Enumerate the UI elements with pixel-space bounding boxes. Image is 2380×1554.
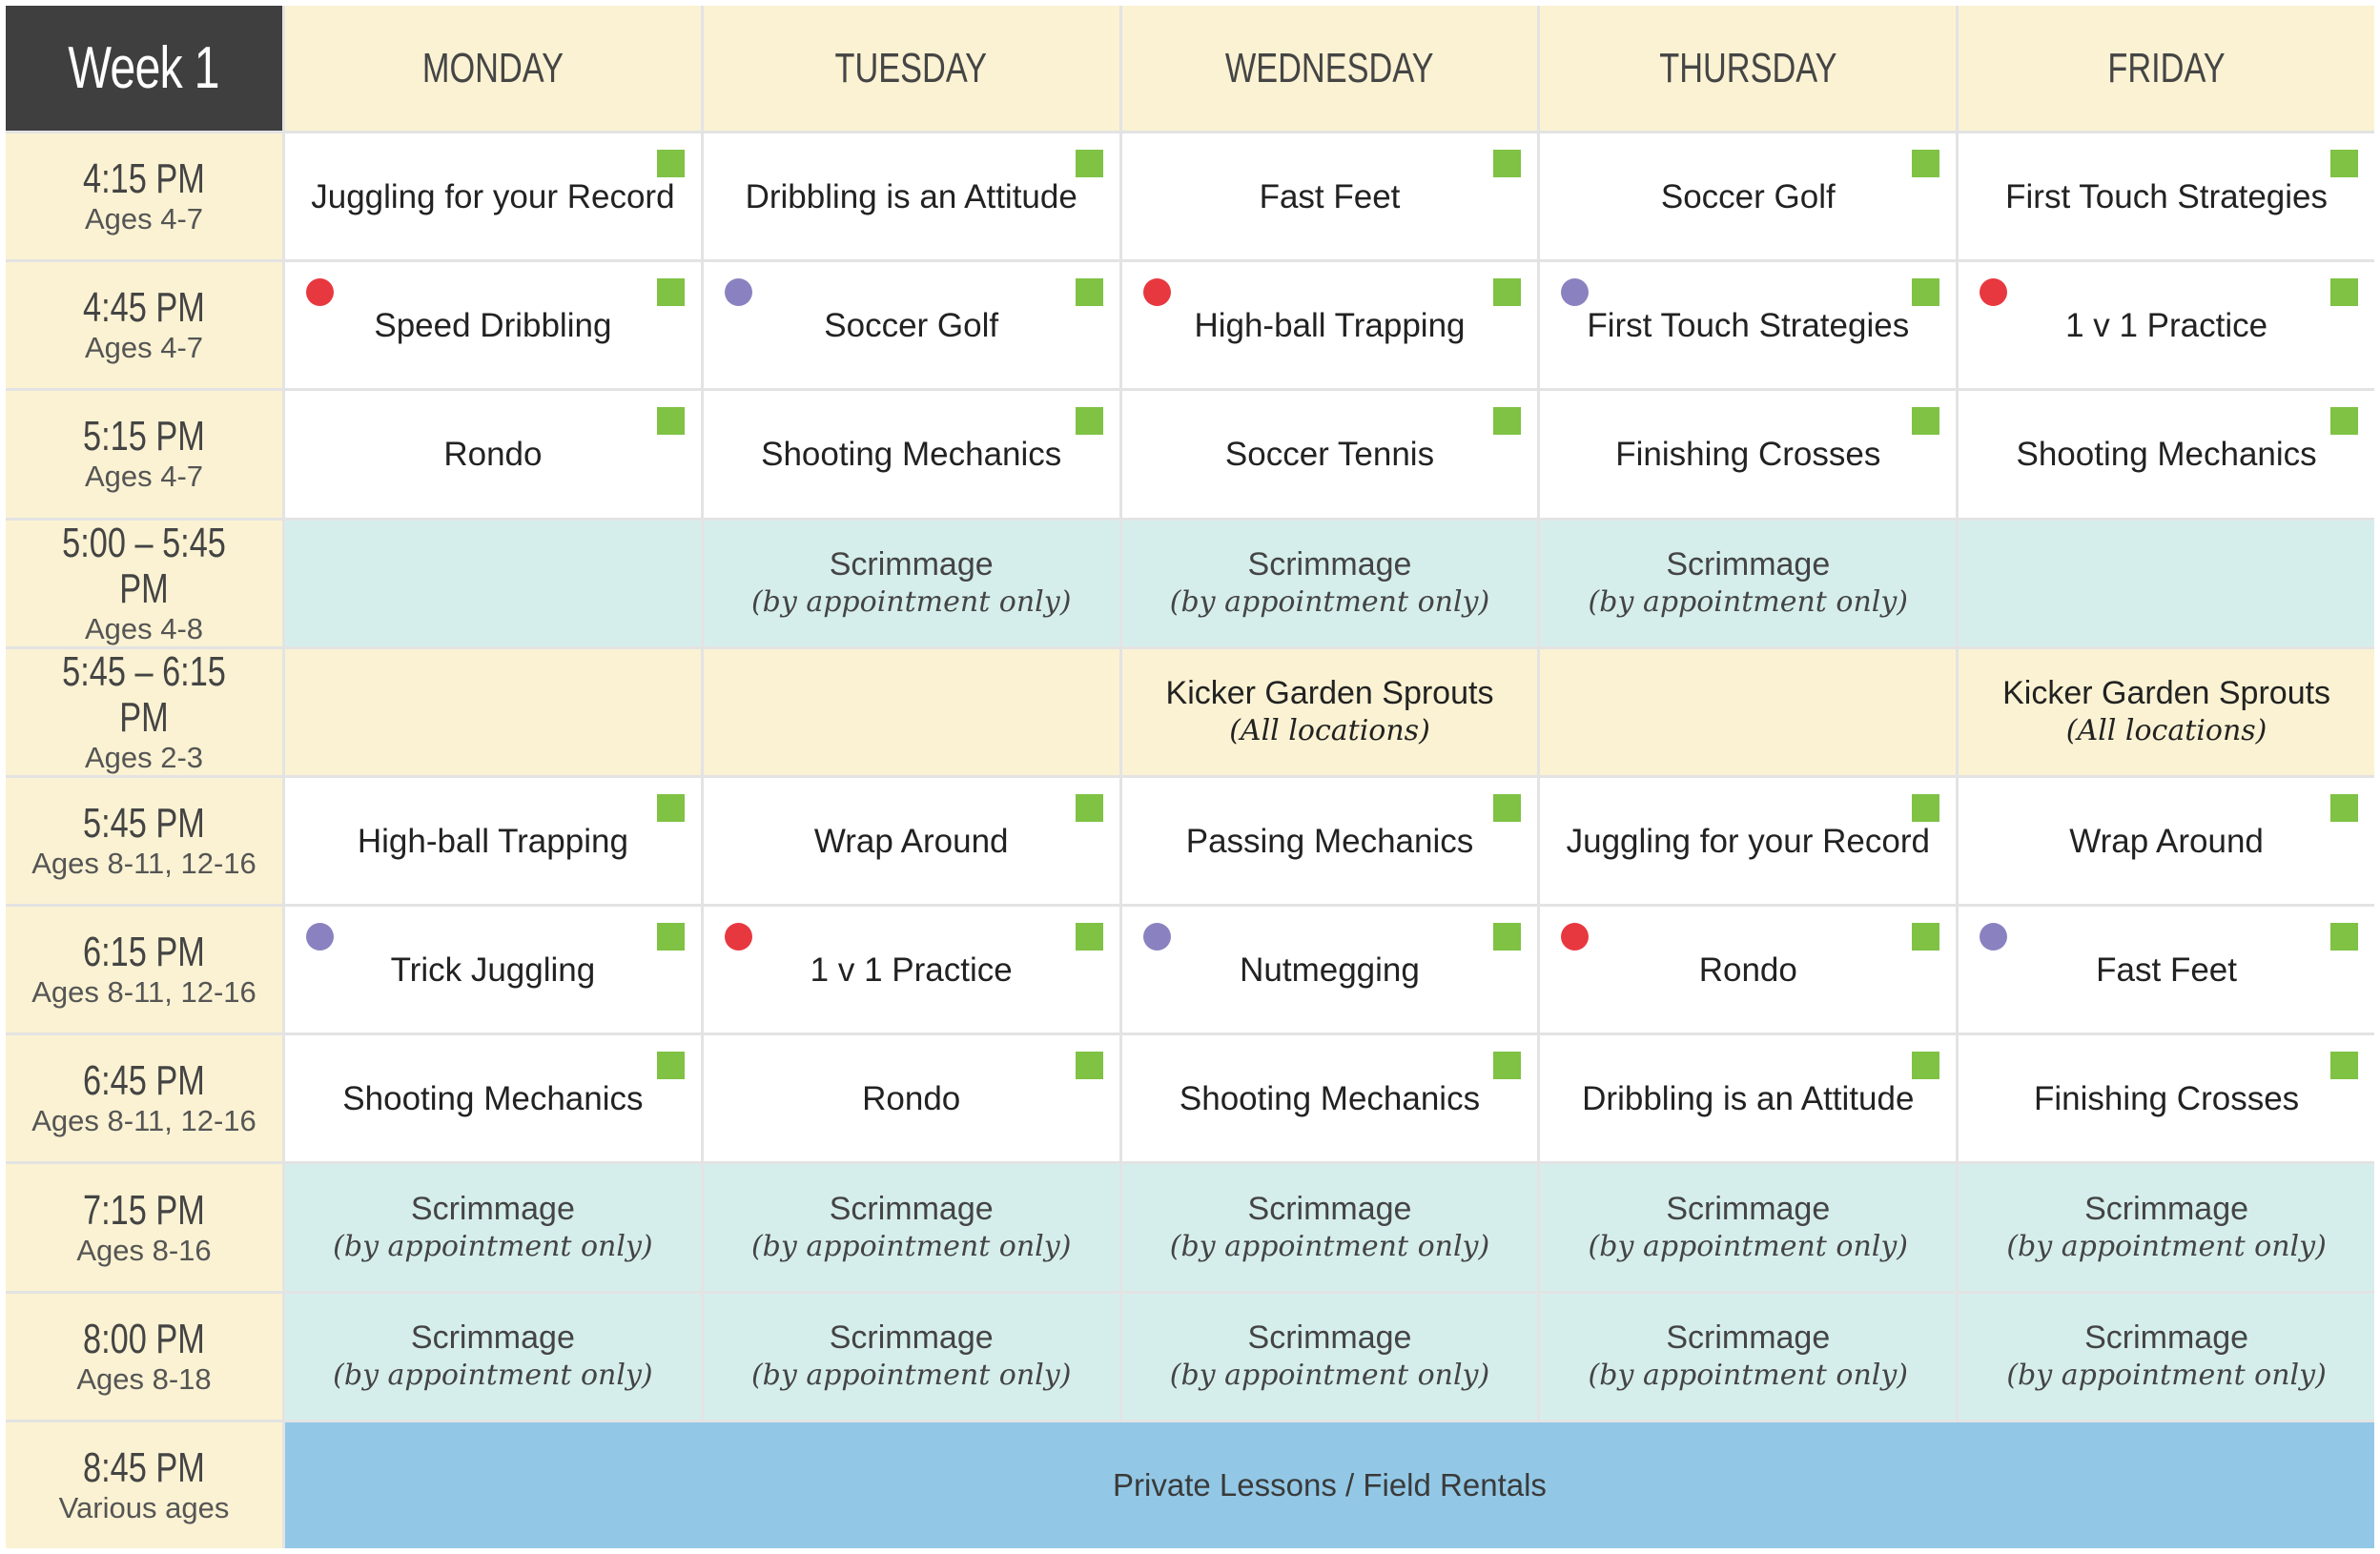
activity-cell[interactable] [1540, 1035, 1956, 1161]
time-slot-ages: Ages 4-7 [84, 331, 204, 365]
green-square-icon [1076, 407, 1103, 435]
activity-cell[interactable] [285, 391, 701, 517]
green-square-icon [657, 278, 685, 306]
scrimmage-label: Scrimmage [829, 1319, 994, 1356]
activity-label: Juggling for your Record [1566, 822, 1930, 860]
week-label-text: Week 1 [68, 35, 220, 101]
scrimmage-label: Scrimmage [1666, 1319, 1831, 1356]
activity-label: Finishing Crosses [1615, 436, 1881, 474]
empty-cell [285, 649, 701, 775]
green-square-icon [1493, 150, 1521, 177]
activity-label: Finishing Crosses [2034, 1080, 2300, 1118]
activity-cell[interactable] [704, 391, 1119, 517]
green-square-icon [1076, 1052, 1103, 1079]
green-square-icon [1912, 923, 1939, 951]
time-slot-cell [6, 133, 282, 259]
time-slot-time-text: 5:45 – 6:15 PM [62, 648, 226, 741]
time-slot-cell [6, 649, 282, 775]
activity-cell[interactable] [1122, 907, 1538, 1033]
green-square-icon [1076, 923, 1103, 951]
activity-cell[interactable] [1122, 262, 1538, 388]
activity-cell[interactable] [1540, 391, 1956, 517]
green-square-icon [1076, 794, 1103, 822]
scrimmage-note: (by appointment only) [2006, 1358, 2327, 1392]
kicker-garden-note: (All locations) [1229, 713, 1430, 747]
kicker-garden-label: Kicker Garden Sprouts [1165, 674, 1494, 711]
activity-cell[interactable] [1540, 907, 1956, 1033]
scrimmage-label: Scrimmage [1247, 1319, 1412, 1356]
green-square-icon [1493, 407, 1521, 435]
kicker-garden-label: Kicker Garden Sprouts [2002, 674, 2331, 711]
red-dot-icon [1561, 923, 1589, 951]
scrimmage-cell[interactable] [1540, 521, 1956, 646]
time-slot-cell [6, 1164, 282, 1290]
time-slot-ages: Ages 8-18 [76, 1361, 212, 1396]
activity-cell[interactable] [1959, 778, 2374, 904]
scrimmage-cell[interactable] [1959, 1294, 2374, 1420]
activity-label: High-ball Trapping [1194, 307, 1466, 345]
activity-label: Rondo [1698, 951, 1797, 990]
activity-cell[interactable] [1540, 133, 1956, 259]
green-square-icon [1493, 794, 1521, 822]
activity-label: Dribbling is an Attitude [745, 178, 1077, 216]
scrimmage-note: (by appointment only) [1588, 1358, 1909, 1392]
activity-label: Fast Feet [2096, 951, 2237, 990]
kicker-garden-cell[interactable] [1959, 649, 2374, 775]
scrimmage-note: (by appointment only) [1588, 1229, 1909, 1263]
time-slot-time-text: 7:15 PM [83, 1186, 205, 1234]
scrimmage-label: Scrimmage [1247, 1190, 1412, 1227]
time-slot-time-text: 8:45 PM [83, 1443, 205, 1491]
private-lessons-label: Private Lessons / Field Rentals [1113, 1466, 1547, 1503]
activity-label: Wrap Around [2069, 822, 2264, 860]
day-header-label: TUESDAY [834, 44, 988, 92]
scrimmage-label: Scrimmage [410, 1190, 575, 1227]
activity-label: First Touch Strategies [1587, 307, 1910, 345]
scrimmage-note: (by appointment only) [1169, 1229, 1490, 1263]
green-square-icon [1912, 794, 1939, 822]
time-slot-ages: Ages 2-3 [84, 740, 204, 774]
purple-dot-icon [1561, 278, 1589, 306]
scrimmage-label: Scrimmage [829, 1190, 994, 1227]
activity-cell[interactable] [704, 907, 1119, 1033]
activity-cell[interactable] [704, 133, 1119, 259]
purple-dot-icon [725, 278, 752, 306]
activity-cell[interactable] [704, 1035, 1119, 1161]
time-slot-time [66, 1058, 222, 1104]
activity-cell[interactable] [1122, 391, 1538, 517]
time-slot-cell [6, 391, 282, 517]
activity-label: Wrap Around [813, 822, 1009, 860]
time-slot-time-text: 4:15 PM [83, 155, 205, 203]
time-slot-ages: Ages 4-7 [84, 202, 204, 236]
green-square-icon [1912, 150, 1939, 177]
time-slot-time [66, 801, 222, 847]
red-dot-icon [306, 278, 334, 306]
time-slot-time [66, 156, 222, 202]
time-slot-time-text: 4:45 PM [83, 284, 205, 332]
empty-cell [1959, 521, 2374, 646]
activity-cell[interactable] [1959, 391, 2374, 517]
activity-label: Shooting Mechanics [2016, 436, 2317, 474]
activity-label: Fast Feet [1259, 178, 1401, 216]
purple-dot-icon [306, 923, 334, 951]
green-square-icon [657, 923, 685, 951]
day-header-label: THURSDAY [1659, 44, 1837, 92]
time-slot-time [66, 414, 222, 460]
time-slot-ages: Ages 8-11, 12-16 [31, 975, 256, 1010]
activity-label: Passing Mechanics [1185, 822, 1474, 860]
time-slot-cell [6, 778, 282, 904]
time-slot-cell [6, 907, 282, 1033]
time-slot-cell [6, 1422, 282, 1548]
activity-label: Speed Dribbling [374, 307, 612, 345]
time-slot-time [66, 1445, 222, 1491]
activity-cell[interactable] [704, 778, 1119, 904]
empty-cell [285, 521, 701, 646]
time-slot-ages: Ages 4-8 [84, 611, 204, 645]
activity-label: Soccer Golf [824, 307, 999, 345]
time-slot-time-text: 6:45 PM [83, 1057, 205, 1105]
green-square-icon [657, 794, 685, 822]
green-square-icon [2330, 278, 2358, 306]
activity-cell[interactable] [1122, 1035, 1538, 1161]
activity-label: Soccer Tennis [1224, 436, 1435, 474]
week-label [6, 6, 282, 131]
scrimmage-cell[interactable] [704, 1164, 1119, 1290]
activity-label: 1 v 1 Practice [2065, 307, 2268, 345]
activity-cell[interactable] [1540, 262, 1956, 388]
green-square-icon [1912, 278, 1939, 306]
activity-label: Soccer Golf [1660, 178, 1836, 216]
day-header-label: WEDNESDAY [1225, 44, 1434, 92]
kicker-garden-cell[interactable] [1122, 649, 1538, 775]
green-square-icon [1493, 1052, 1521, 1079]
scrimmage-label: Scrimmage [1666, 545, 1831, 583]
time-slot-time-text: 6:15 PM [83, 929, 205, 976]
scrimmage-cell[interactable] [285, 1294, 701, 1420]
scrimmage-cell[interactable] [1122, 521, 1538, 646]
time-slot-time [6, 649, 282, 741]
scrimmage-cell[interactable] [1540, 1164, 1956, 1290]
scrimmage-label: Scrimmage [410, 1319, 575, 1356]
time-slot-cell [6, 1294, 282, 1420]
activity-cell[interactable] [1122, 778, 1538, 904]
green-square-icon [1076, 278, 1103, 306]
empty-cell [1540, 649, 1956, 775]
activity-label: Rondo [862, 1080, 961, 1118]
scrimmage-label: Scrimmage [1247, 545, 1412, 583]
weekly-schedule-table [6, 6, 2374, 1548]
scrimmage-cell[interactable] [1959, 1164, 2374, 1290]
activity-label: Nutmegging [1240, 951, 1420, 990]
time-slot-time [6, 521, 282, 612]
day-header-friday [1959, 6, 2374, 131]
scrimmage-note: (by appointment only) [1169, 584, 1490, 619]
time-slot-time-text: 5:15 PM [83, 413, 205, 460]
activity-cell[interactable] [285, 262, 701, 388]
activity-cell[interactable] [1959, 1035, 2374, 1161]
empty-cell [704, 649, 1119, 775]
activity-cell[interactable] [1540, 778, 1956, 904]
activity-cell[interactable] [1959, 262, 2374, 388]
day-header-thursday [1540, 6, 1956, 131]
green-square-icon [657, 1052, 685, 1079]
kicker-garden-note: (All locations) [2065, 713, 2267, 747]
scrimmage-cell[interactable] [285, 1164, 701, 1290]
scrimmage-label: Scrimmage [1666, 1190, 1831, 1227]
day-header-label: MONDAY [421, 44, 564, 92]
activity-cell[interactable] [285, 1035, 701, 1161]
activity-cell[interactable] [704, 262, 1119, 388]
time-slot-ages: Ages 8-16 [76, 1233, 212, 1267]
time-slot-cell [6, 262, 282, 388]
scrimmage-note: (by appointment only) [333, 1358, 653, 1392]
activity-label: First Touch Strategies [2005, 178, 2328, 216]
activity-cell[interactable] [285, 133, 701, 259]
green-square-icon [2330, 794, 2358, 822]
scrimmage-cell[interactable] [1122, 1164, 1538, 1290]
green-square-icon [2330, 923, 2358, 951]
private-lessons-banner[interactable] [285, 1422, 2374, 1548]
time-slot-time-text: 8:00 PM [83, 1315, 205, 1362]
scrimmage-note: (by appointment only) [750, 1229, 1072, 1263]
time-slot-time [66, 1317, 222, 1362]
activity-label: Shooting Mechanics [1179, 1080, 1481, 1118]
time-slot-ages: Ages 8-11, 12-16 [31, 1104, 256, 1138]
time-slot-time [66, 930, 222, 975]
activity-label: Shooting Mechanics [342, 1080, 644, 1118]
activity-label: Juggling for your Record [311, 178, 675, 216]
scrimmage-cell[interactable] [1122, 1294, 1538, 1420]
time-slot-time-text: 5:00 – 5:45 PM [62, 520, 226, 612]
day-header-wednesday [1122, 6, 1538, 131]
purple-dot-icon [1980, 923, 2007, 951]
scrimmage-cell[interactable] [704, 1294, 1119, 1420]
red-dot-icon [1980, 278, 2007, 306]
activity-label: 1 v 1 Practice [810, 951, 1013, 990]
red-dot-icon [725, 923, 752, 951]
activity-cell[interactable] [1122, 133, 1538, 259]
time-slot-ages: Ages 4-7 [84, 460, 204, 494]
time-slot-time [66, 285, 222, 331]
purple-dot-icon [1143, 923, 1171, 951]
time-slot-ages: Ages 8-11, 12-16 [31, 846, 256, 880]
activity-label: Shooting Mechanics [761, 436, 1062, 474]
time-slot-cell [6, 1035, 282, 1161]
activity-cell[interactable] [285, 778, 701, 904]
scrimmage-label: Scrimmage [829, 545, 994, 583]
activity-label: High-ball Trapping [357, 822, 628, 860]
day-header-label: FRIDAY [2107, 44, 2226, 92]
scrimmage-label: Scrimmage [2084, 1190, 2249, 1227]
activity-cell[interactable] [285, 907, 701, 1033]
time-slot-time [66, 1188, 222, 1234]
activity-cell[interactable] [1959, 907, 2374, 1033]
scrimmage-note: (by appointment only) [333, 1229, 653, 1263]
activity-label: Trick Juggling [390, 951, 596, 990]
green-square-icon [1493, 923, 1521, 951]
green-square-icon [657, 407, 685, 435]
green-square-icon [1493, 278, 1521, 306]
scrimmage-note: (by appointment only) [2006, 1229, 2327, 1263]
activity-label: Dribbling is an Attitude [1582, 1080, 1915, 1118]
scrimmage-label: Scrimmage [2084, 1319, 2249, 1356]
green-square-icon [1912, 407, 1939, 435]
time-slot-cell [6, 521, 282, 646]
time-slot-time-text: 5:45 PM [83, 799, 205, 847]
green-square-icon [2330, 1052, 2358, 1079]
day-header-tuesday [704, 6, 1119, 131]
scrimmage-cell[interactable] [704, 521, 1119, 646]
green-square-icon [2330, 150, 2358, 177]
scrimmage-note: (by appointment only) [750, 584, 1072, 619]
scrimmage-cell[interactable] [1540, 1294, 1956, 1420]
activity-label: Rondo [443, 436, 543, 474]
activity-cell[interactable] [1959, 133, 2374, 259]
scrimmage-note: (by appointment only) [1169, 1358, 1490, 1392]
green-square-icon [1076, 150, 1103, 177]
red-dot-icon [1143, 278, 1171, 306]
time-slot-ages: Various ages [58, 1490, 230, 1524]
scrimmage-note: (by appointment only) [1588, 584, 1909, 619]
day-header-monday [285, 6, 701, 131]
green-square-icon [2330, 407, 2358, 435]
green-square-icon [1912, 1052, 1939, 1079]
scrimmage-note: (by appointment only) [750, 1358, 1072, 1392]
green-square-icon [657, 150, 685, 177]
